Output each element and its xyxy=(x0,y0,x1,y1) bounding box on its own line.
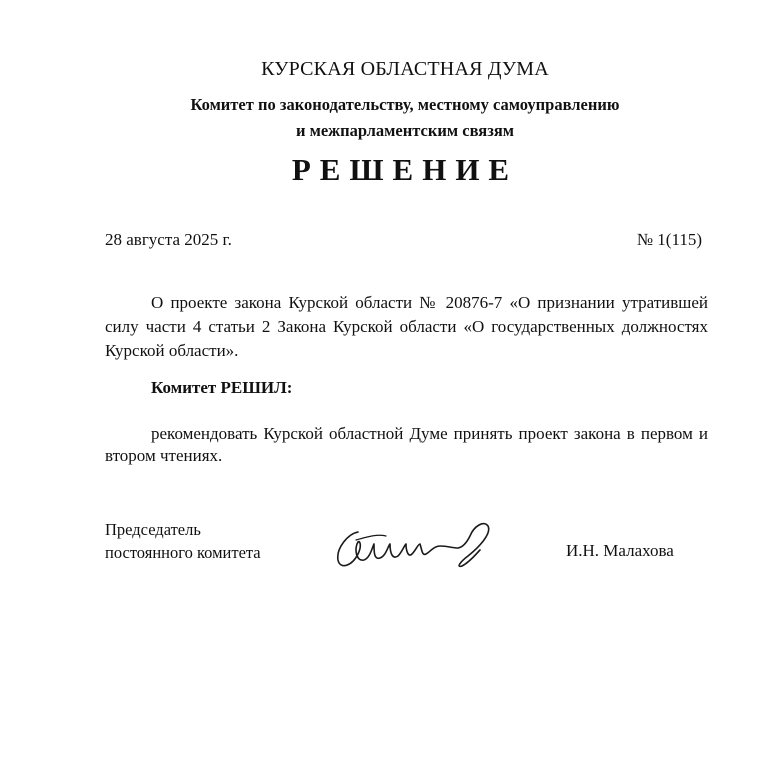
committee-name-line-1: Комитет по законодательству, местному самоуправлению xyxy=(190,95,620,114)
decision-text: рекомендовать Курской областной Думе принять проект закона в первом и втором чтениях. xyxy=(105,424,708,465)
signer-title-line-2: постоянного комитета xyxy=(105,543,261,562)
decided-label: Комитет РЕШИЛ: xyxy=(151,378,293,397)
decision-subject: О проекте закона Курской области № 20876-7 «О признании утратившей силу части 4 статьи 2 Закона Курской области «О государственных должностях Курской области». xyxy=(105,293,708,360)
signer-title xyxy=(105,518,261,564)
signer-name: И.Н. Малахова xyxy=(566,541,674,560)
handwritten-signature xyxy=(330,510,500,580)
signer-title-line-1: Председатель xyxy=(105,520,201,539)
organization-name: КУРСКАЯ ОБЛАСТНАЯ ДУМА xyxy=(261,58,549,80)
committee-name-line-2: и межпарламентским связям xyxy=(295,121,514,140)
document-title: РЕШЕНИЕ xyxy=(291,152,519,187)
document-date: 28 августа 2025 г. xyxy=(105,230,232,249)
committee-name xyxy=(0,92,780,144)
document-number: № 1(115) xyxy=(636,230,702,249)
